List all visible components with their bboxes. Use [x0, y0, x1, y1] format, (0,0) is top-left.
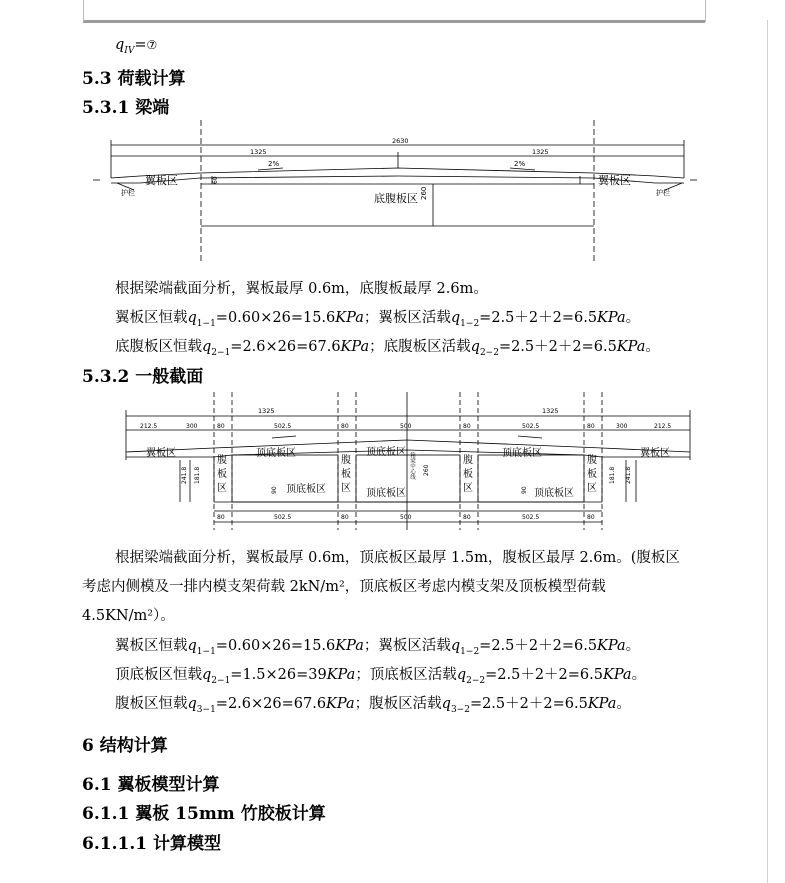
fig2-tb-6: 顶底板区	[534, 488, 574, 499]
fig2-bdim-1: 502.5	[274, 514, 292, 521]
s532-para1: 根据梁端截面分析，翼板最厚 0.6m，顶底板区最厚 1.5m，腹板区最厚 2.6m。(腹板区	[115, 550, 680, 566]
fig2-dim-10: 212.5	[654, 423, 672, 430]
fig2-dim-8: 80	[587, 423, 595, 430]
margin-mark-left	[83, 0, 84, 22]
fig1-flange-left: 翼板区	[145, 174, 178, 187]
fig2-h241-left: 241.8	[181, 466, 188, 484]
fig1-flange-right: 翼板区	[598, 174, 631, 187]
fig1-dim-right: 1325	[532, 148, 549, 156]
fig2-web2-b: 板	[341, 469, 351, 480]
s532-para2: 考虑内侧模及一排内模支架荷载 2kN/m²，顶底板区考虑内模支架及顶板模型荷载	[82, 579, 606, 595]
fig1-slope-right: 2%	[514, 160, 526, 168]
heading-6: 6 结构计算	[82, 736, 168, 756]
fig2-dim-4: 80	[341, 423, 349, 430]
fig2-tb-2: 顶底板区	[366, 447, 406, 458]
fig2-dim-0: 212.5	[140, 423, 158, 430]
s531-line3: 底腹板区恒载$q_{2-1}=2.6\times 26=67.6KPa$；底腹板区活载$q_{2-2}=2.5+2+2=6.5KPa$。	[115, 339, 660, 358]
s532-line2: 顶底板区恒载$q_{2-1}=1.5\times 26=39KPa$；顶底板区活载$q_{2-2}=2.5+2+2=6.5KPa$。	[115, 667, 647, 686]
fig2-web4-a: 腹	[587, 455, 597, 466]
fig2-dim-7: 502.5	[522, 423, 540, 430]
fig2-h181-left: 181.8	[194, 466, 201, 484]
page-edge-line	[767, 20, 768, 883]
fig2-top-right: 1325	[542, 407, 559, 415]
fig2-bdim-0: 80	[217, 514, 225, 521]
fig1-height: 260	[420, 186, 428, 200]
fig2-dim-6: 80	[463, 423, 471, 430]
fig2-dim-2: 80	[217, 423, 225, 430]
fig2-web1-a: 腹	[217, 455, 227, 466]
fig2-bdim-4: 80	[463, 514, 471, 521]
fig2-web2-a: 腹	[341, 455, 351, 466]
fig2-dim-9: 300	[616, 423, 628, 430]
fig2-bdim-2: 80	[341, 514, 349, 521]
fig2-tb-3: 顶底板区	[502, 448, 542, 459]
fig2-bdim-5: 502.5	[522, 514, 540, 521]
header-rule	[83, 20, 705, 23]
fig2-centerline: 箱梁中心线	[409, 452, 415, 480]
fig2-h181-right: 181.8	[609, 466, 616, 484]
fig2-web4-c: 区	[587, 483, 597, 494]
margin-mark-right	[705, 0, 706, 22]
fig2-h260: 260	[423, 464, 430, 476]
fig2-web3-b: 板	[463, 469, 473, 480]
fig1-rail-left: 护栏	[121, 189, 135, 197]
fig1-dim-left: 1325	[250, 148, 267, 156]
fig2-dim-5: 500	[400, 423, 412, 430]
fig2-bdim-3: 500	[400, 514, 412, 521]
fig2-web1-b: 板	[217, 469, 227, 480]
fig2-dim-1: 300	[186, 423, 198, 430]
s531-line1: 根据梁端截面分析，翼板最厚 0.6m，底腹板最厚 2.6m。	[115, 281, 488, 297]
fig2-tb-1: 顶底板区	[256, 448, 296, 459]
heading-6-1: 6.1 翼板模型计算	[82, 775, 220, 795]
fig2-h241-right: 241.8	[625, 466, 632, 484]
fig2-flange-right: 翼板区	[640, 448, 670, 459]
heading-5-3: 5.3 荷载计算	[82, 69, 186, 89]
fig2-h90-left: 90	[271, 486, 278, 494]
s531-line2: 翼板区恒载$q_{1-1}=0.60\times 26=15.6KPa$；翼板区活载$q_{1-2}=2.5+2+2=6.5KPa$。	[115, 310, 641, 329]
fig1-slope-left: 2%	[268, 160, 280, 168]
fig2-top-left: 1325	[258, 407, 275, 415]
fig2-web1-c: 区	[217, 483, 227, 494]
fig2-tb-5: 顶底板区	[366, 488, 406, 499]
fig1-dim-total: 2630	[392, 137, 409, 145]
heading-5-3-2: 5.3.2 一般截面	[82, 367, 204, 387]
fig2-web3-a: 腹	[463, 455, 473, 466]
fig1-bottom-zone: 底腹板区	[374, 192, 418, 205]
fig2-flange-left: 翼板区	[146, 448, 176, 459]
fig2-web2-c: 区	[341, 483, 351, 494]
heading-6-1-1-1: 6.1.1.1 计算模型	[82, 834, 221, 854]
heading-5-3-1: 5.3.1 梁端	[82, 98, 170, 118]
top-formula: $q_{IV}=⑦$	[115, 37, 158, 56]
heading-6-1-1: 6.1.1 翼板 15mm 竹胶板计算	[82, 804, 326, 824]
fig2-bdim-6: 80	[587, 514, 595, 521]
fig2-h90-right: 90	[521, 486, 528, 494]
fig1-small-dim: 60	[212, 176, 219, 184]
s532-line3: 腹板区恒载$q_{3-1}=2.6\times 26=67.6KPa$；腹板区活载$q_{3-2}=2.5+2+2=6.5KPa$。	[115, 696, 631, 715]
fig1-rail-right: 护栏	[656, 189, 670, 197]
fig2-dim-3: 502.5	[274, 423, 292, 430]
s532-para3: 4.5KN/m²）。	[82, 608, 175, 624]
fig2-tb-4: 顶底板区	[286, 484, 326, 495]
s532-line1: 翼板区恒载$q_{1-1}=0.60\times 26=15.6KPa$；翼板区活载$q_{1-2}=2.5+2+2=6.5KPa$。	[115, 638, 641, 657]
fig2-web4-b: 板	[587, 469, 597, 480]
fig2-web3-c: 区	[463, 483, 473, 494]
